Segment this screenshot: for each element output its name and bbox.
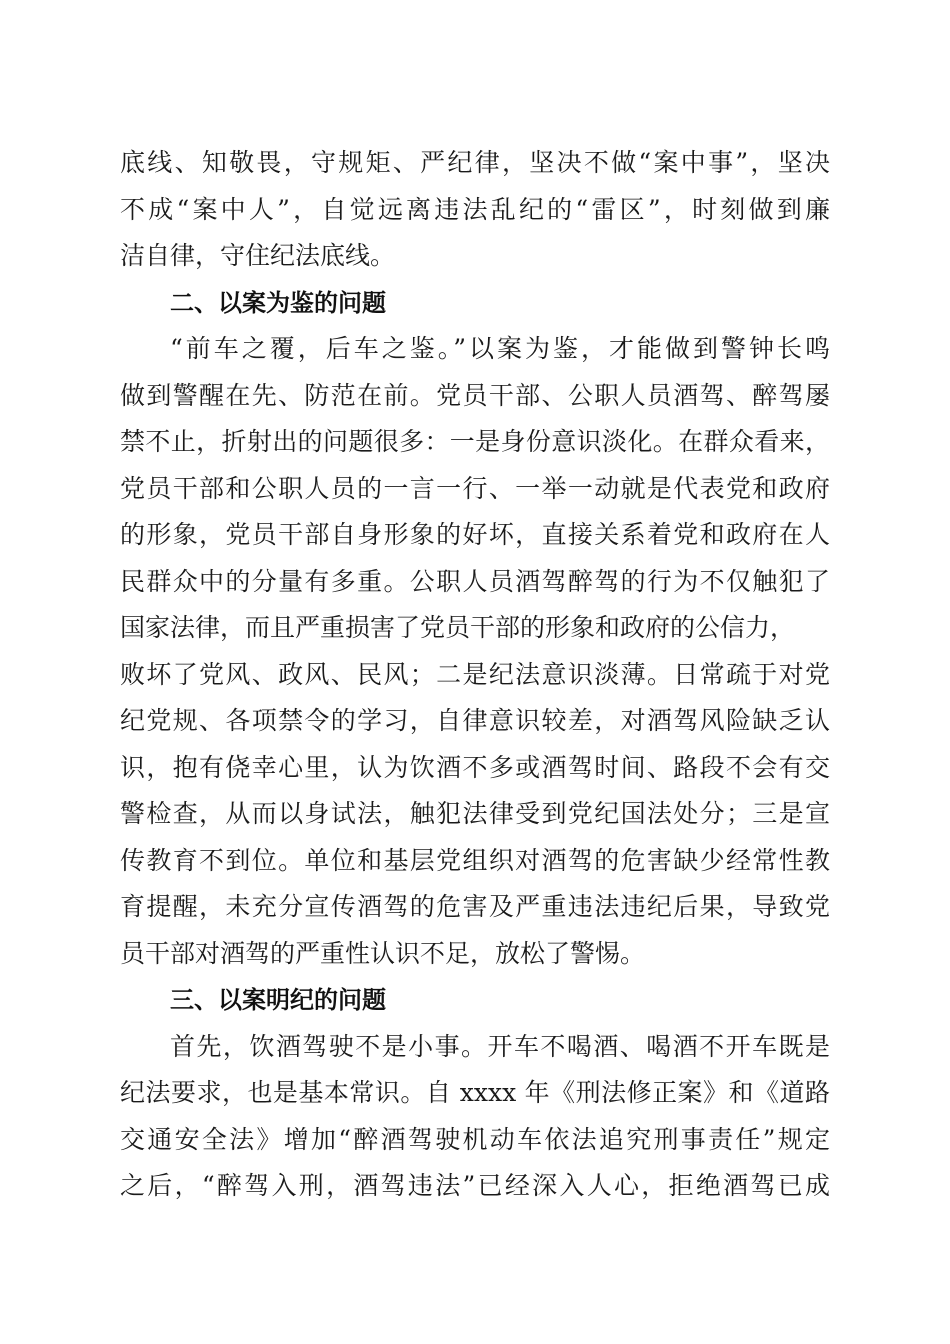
text-line: 洁自律，守住纪法底线。 — [120, 241, 396, 270]
text-line: 国家法律，而且严重损害了党员干部的形象和政府的公信力， — [120, 613, 796, 642]
text-line: 识，抱有侥幸心里，认为饮酒不多或酒驾时间、路段不会有交 — [120, 752, 830, 782]
text-line: 警检查，从而以身试法，触犯法律受到党纪国法处分；三是宣 — [120, 799, 830, 828]
text-line: 党员干部和公职人员的一言一行、一举一动就是代表党和政府 — [120, 473, 830, 503]
text-line: 传教育不到位。单位和基层党组织对酒驾的危害缺少经常性教 — [120, 845, 830, 875]
text-line: 纪党规、各项禁令的学习，自律意识较差，对酒驾风险缺乏认 — [120, 706, 830, 735]
section-heading: 三、以案明纪的问题 — [170, 986, 386, 1014]
text-line: 首先，饮酒驾驶不是小事。开车不喝酒、喝酒不开车既是 — [170, 1031, 830, 1061]
text-line: 民群众中的分量有多重。公职人员酒驾醉驾的行为不仅触犯了 — [120, 566, 830, 596]
text-line: 之后，“醉驾入刑，酒驾违法”已经深入人心，拒绝酒驾已成 — [120, 1171, 830, 1200]
text-line: “前车之覆，后车之鉴。”以案为鉴，才能做到警钟长鸣 — [170, 334, 830, 363]
text-line: 底线、知敬畏，守规矩、严纪律，坚决不做“案中事”，坚决 — [120, 148, 830, 177]
text-line: 育提醒，未充分宣传酒驾的危害及严重违法违纪后果，导致党 — [120, 892, 830, 921]
text-line: 的形象，党员干部自身形象的好坏，直接关系着党和政府在人 — [120, 520, 830, 549]
text-line: 禁不止，折射出的问题很多：一是身份意识淡化。在群众看来， — [120, 427, 830, 456]
text-line: 纪法要求，也是基本常识。自 xxxx 年《刑法修正案》和《道路 — [120, 1078, 830, 1107]
text-line: 交通安全法》增加“醉酒驾驶机动车依法追究刑事责任”规定 — [120, 1124, 830, 1154]
section-heading: 二、以案为鉴的问题 — [170, 288, 386, 317]
text-line: 不成“案中人”，自觉远离违法乱纪的“雷区”，时刻做到廉 — [120, 194, 830, 224]
document-body — [120, 140, 830, 1210]
text-line: 员干部对酒驾的严重性认识不足，放松了警惕。 — [120, 938, 646, 968]
text-line: 败坏了党风、政风、民风；二是纪法意识淡薄。日常疏于对党 — [120, 659, 830, 689]
text-line: 做到警醒在先、防范在前。党员干部、公职人员酒驾、醉驾屡 — [120, 380, 830, 410]
